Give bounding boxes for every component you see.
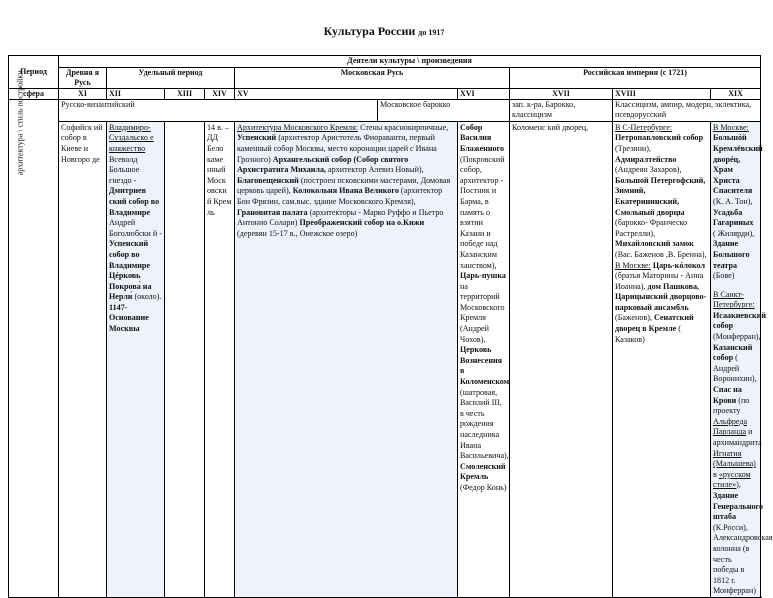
century-xvii: XVII bbox=[510, 88, 613, 99]
cell-xvi: Собор Василия Блаженного (Покровский собор, архитектор - Постник и Барма, в память о взятии Казани и победе над Казанским ханством), Царь-пушка на территорий Московского Кремля (Андрей Чохов), Церковь Вознесения в Коломенском (шатровая, Василий III, в честь рождения наследника Ивана Васильевича), Смоленский Кремль (Федор Конь) bbox=[458, 121, 510, 597]
xix-link-ignatiy[interactable]: Игнатия (Малышева) bbox=[713, 448, 756, 469]
century-xv: XV bbox=[235, 88, 458, 99]
century-xiv: XIV bbox=[205, 88, 235, 99]
culture-table bbox=[8, 55, 773, 598]
sphere-header: сфера bbox=[9, 88, 59, 99]
style-russo-byzantine: Русско-византийский bbox=[59, 99, 378, 121]
content-row bbox=[9, 121, 761, 597]
century-xi: XI bbox=[59, 88, 107, 99]
century-xii: XII bbox=[107, 88, 165, 99]
style-classicism: Классицизм, ампир, модерн, эклектика, псевдорусский bbox=[613, 99, 761, 121]
cell-xviii: В С-Петербурге: Петропавловский собор (Трезини), Адмиралтейство (Андреян Захаров), Большой Петергофский, Зимний, Екатерининский, Смольный дворцы (барокко- Франческо Растрелли), Михайловский замок (Вас. Баженов ,В. Бренна), В Москве: Царь-кóлокол (братья Маторины - Анна Иоанна), дом Пашкова, Царицынский дворцово-парковый ансамбль (Баженов), Сенатский дворец в Кремле ( Казаков) bbox=[613, 121, 711, 597]
xix-link-parland[interactable]: Альфреда Парланда bbox=[713, 416, 748, 437]
cell-xvii: Коломенс кий дворец, bbox=[510, 121, 613, 597]
style-western: зап. к-ра, Барокко, классицизм bbox=[510, 99, 613, 121]
cell-xiv: 14 в. –ДД Бело каме нный Моск овски й Крем ль bbox=[205, 121, 235, 597]
empire-header: Российская империя (с 1721) bbox=[510, 67, 761, 88]
header-row-1 bbox=[9, 56, 761, 68]
xviii-link-spb[interactable]: В С-Петербурге: bbox=[615, 122, 673, 132]
cell-xv: Архитектура Московского Кремля: Стены краснокирпичные, Успенский (архитектор Аристотель Фиораванти, первый каменный собор Москвы, место коронации царей с Ивана Грозного) Архангельский собор (Собор святого Архистратига Михаила, архитектор Алевиз Новый), Благовещенский (построен псковскими мастерами, Домовая церковь царей), Колокольня Ивана Великого (архитектор Бон Фрязин, сам.выс. здание Московского Кремля), Грановитая палата (архитекторы - Марко Руффо и Пьетро Антонио Солари) Преображенский собор на о.Кижи (деревян 15-17 в., Онежское озеро) bbox=[235, 121, 458, 597]
title-main: Культура России bbox=[323, 24, 416, 38]
moscow-rus-header: Московская Русь bbox=[235, 67, 510, 88]
architecture-row-label: архитектура \ стиль постройки bbox=[9, 99, 59, 597]
appanage-header: Удельный период bbox=[107, 67, 235, 88]
cell-xi: Софийск ий собор в Киеве и Новгоро де bbox=[59, 121, 107, 597]
cell-xix: В Москве: Большóй Кремлёвский дворéц, Храм Христа Спасителя (К. А. Тон), Усадьба Гагариных ( Жилярди), Здание Большого театра (Бове) В Санкт-Петербурге: Исаакиевский собор (Монферран), Казанский собор ( Андрей Воронихин), Спас на Крови (по проекту Альфреда Парланда и архимандрита Игнатия (Малышева) в «русском стиле»), Здание Генерального штаба (К.Росси), Александровская колонна (в честь победы в 1812 г. Монферран) bbox=[711, 121, 761, 597]
century-xviii: XVIII bbox=[613, 88, 711, 99]
century-xiii: XIII bbox=[165, 88, 205, 99]
xviii-link-moscow[interactable]: В Москве: bbox=[615, 260, 651, 270]
century-xix: XIX bbox=[711, 88, 761, 99]
ancient-rus-header: Древня я Русь bbox=[59, 67, 107, 88]
century-row bbox=[9, 88, 761, 99]
cell-xiii bbox=[165, 121, 205, 597]
activists-header: Деятели культуры \ произведения bbox=[59, 56, 761, 68]
page-title bbox=[0, 24, 768, 39]
period-header: Период bbox=[9, 56, 59, 89]
century-xvi: XVI bbox=[458, 88, 510, 99]
title-suffix: до 1917 bbox=[418, 28, 445, 37]
xix-link-moscow[interactable]: В Москве: bbox=[713, 122, 749, 132]
header-row-2 bbox=[9, 67, 761, 88]
xii-link[interactable]: Владимиро-Суздальско е княжество bbox=[109, 122, 154, 153]
style-row bbox=[9, 99, 761, 121]
xix-link-russian-style[interactable]: «русском стиле» bbox=[713, 469, 751, 490]
xix-link-spb[interactable]: В Санкт-Петербурге: bbox=[713, 289, 755, 310]
style-moscow-baroque: Московское барокко bbox=[378, 99, 510, 121]
cell-xii: Владимиро-Суздальско е княжество Всеволд Большое гнездо - Дмитриев ский собор во Владимире Андрей Боголюбски й - Успенский собор во Владимире Цéрковь Покрова́ на Нерли́ (около). 1147- Основание Москвы bbox=[107, 121, 165, 597]
